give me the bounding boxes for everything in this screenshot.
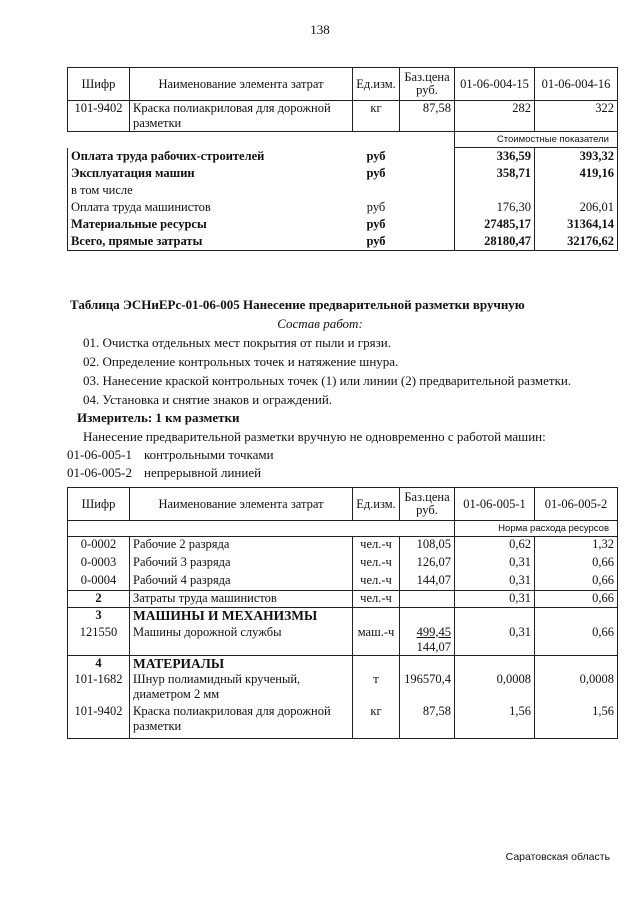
cell-code: 0-0003 — [68, 555, 130, 573]
table-row — [68, 101, 618, 132]
cell-v1: 0,31 — [455, 625, 535, 656]
cost-v2: 206,01 — [535, 199, 618, 216]
cost-v1 — [455, 182, 535, 199]
cell-price-secondary: 144,07 — [416, 639, 451, 654]
cell-v1: 0,31 — [455, 555, 535, 573]
header-name: Наименование элемента затрат — [130, 68, 353, 101]
footer-region: Саратовская область — [505, 851, 610, 863]
cell-name: Краска полиакриловая для дорожной разметки — [130, 704, 353, 738]
material-row — [68, 672, 618, 704]
header-col1: 01-06-004-15 — [455, 68, 535, 101]
cost-v1: 358,71 — [455, 165, 535, 182]
cost-v2: 31364,14 — [535, 216, 618, 233]
cost-v2: 32176,62 — [535, 233, 618, 251]
table-row — [68, 573, 618, 591]
cost-name: Оплата труда машинистов — [68, 199, 353, 216]
machine-row — [68, 625, 618, 656]
material-row — [68, 704, 618, 738]
cell-unit: чел.-ч — [353, 537, 400, 555]
section-code: 3 — [68, 608, 130, 625]
cell-v1: 0,31 — [455, 573, 535, 591]
cost-row — [68, 199, 618, 216]
cell-price: 196570,4 — [400, 672, 455, 704]
cost-table-004 — [67, 67, 618, 251]
cell-name: Рабочий 3 разряда — [130, 555, 353, 573]
subheader-label: Норма расхода ресурсов — [455, 521, 618, 537]
cost-unit: руб — [353, 233, 400, 251]
cost-row — [68, 148, 618, 166]
section-name: МАШИНЫ И МЕХАНИЗМЫ — [130, 608, 353, 625]
header-col2: 01-06-005-2 — [535, 488, 618, 521]
section-row-materials — [68, 655, 618, 672]
cell-v1: 282 — [455, 101, 535, 132]
cost-v2 — [535, 182, 618, 199]
cell-code: 101-1682 — [68, 672, 130, 704]
work-item: 02. Определение контрольных точек и натяжение шнура. — [83, 354, 399, 369]
cell-name: Краска полиакриловая для дорожной разметки — [130, 101, 353, 132]
cost-unit: руб — [366, 148, 386, 163]
cost-unit: руб — [366, 217, 386, 231]
table-row — [68, 555, 618, 573]
cell-code: 0-0002 — [68, 537, 130, 555]
cell-v2: 0,66 — [535, 625, 618, 656]
cost-v2: 393,32 — [535, 148, 618, 166]
subheader-label: Стоимостные показатели — [455, 132, 618, 148]
cell-v2: 0,66 — [535, 555, 618, 573]
cost-v1: 27485,17 — [455, 216, 535, 233]
cell-unit: чел.-ч — [353, 573, 400, 591]
cell-v2: 1,32 — [535, 537, 618, 555]
cost-v1: 176,30 — [455, 199, 535, 216]
cost-row — [68, 216, 618, 233]
cell-price: 144,07 — [400, 573, 455, 591]
variant-code: 01-06-005-1 — [67, 447, 132, 462]
cost-v2: 419,16 — [535, 165, 618, 182]
cell-price: 108,05 — [400, 537, 455, 555]
cost-name: Эксплуатация машин — [68, 165, 353, 182]
cell-unit: чел.-ч — [353, 555, 400, 573]
variant-text: непрерывной линией — [144, 465, 262, 480]
header-col1: 01-06-005-1 — [455, 488, 535, 521]
variant-text: контрольными точками — [144, 447, 274, 462]
cell-name: Затраты труда машинистов — [130, 591, 353, 608]
work-item: 04. Установка и снятие знаков и ограждений. — [83, 392, 333, 407]
description: Нанесение предварительной разметки вручную не одновременно с работой машин: — [83, 429, 546, 444]
cost-name: Оплата труда рабочих-строителей — [68, 148, 353, 166]
cell-code: 101-9402 — [68, 704, 130, 738]
cost-row — [68, 165, 618, 182]
header-name: Наименование элемента затрат — [130, 488, 353, 521]
header-price: Баз.цена руб. — [400, 488, 455, 521]
cost-v1: 336,59 — [455, 148, 535, 166]
variant-code: 01-06-005-2 — [67, 465, 132, 480]
cell-v1: 0,62 — [455, 537, 535, 555]
subheader-row — [68, 132, 618, 148]
cell-code: 121550 — [68, 625, 130, 656]
cost-name: Всего, прямые затраты — [68, 233, 353, 251]
cell-code: 0-0004 — [68, 573, 130, 591]
header-unit: Ед.изм. — [353, 68, 400, 101]
cell-unit: кг — [353, 101, 400, 132]
resource-table-005 — [67, 487, 618, 739]
cell-unit: т — [353, 672, 400, 704]
cell-v2: 0,0008 — [535, 672, 618, 704]
work-item: 03. Нанесение краской контрольных точек (1) или линии (2) предварительной разметки. — [83, 373, 572, 388]
header-code: Шифр — [68, 68, 130, 101]
cell-unit: маш.-ч — [353, 625, 400, 656]
cost-name: Материальные ресурсы — [68, 216, 353, 233]
cell-code: 2 — [68, 591, 130, 608]
cell-v1: 0,0008 — [455, 672, 535, 704]
cell-price-primary: 499,45 — [416, 624, 451, 639]
cost-unit: руб — [366, 166, 386, 180]
table-header — [68, 68, 618, 101]
cell-code: 101-9402 — [68, 101, 130, 132]
measure-unit: Измеритель: 1 км разметки — [77, 410, 240, 425]
section-code: 4 — [68, 655, 130, 672]
cell-v1: 0,31 — [455, 591, 535, 608]
cost-row — [68, 182, 618, 199]
cell-price: 87,58 — [400, 704, 455, 738]
cost-row — [68, 233, 618, 251]
cost-name: в том числе — [68, 182, 353, 199]
cost-unit: руб — [366, 200, 386, 214]
cell-v2: 0,66 — [535, 591, 618, 608]
table-header — [68, 488, 618, 521]
section-name: МАТЕРИАЛЫ — [130, 655, 353, 672]
section-title: Таблица ЭСНиЕРс-01-06-005 Нанесение предварительной разметки вручную — [70, 297, 525, 312]
cell-unit: чел.-ч — [353, 591, 400, 608]
cell-price: 126,07 — [400, 555, 455, 573]
page-number: 138 — [310, 22, 330, 37]
cell-name: Рабочие 2 разряда — [130, 537, 353, 555]
subheader-row — [68, 521, 618, 537]
cell-v2: 0,66 — [535, 573, 618, 591]
cell-price: 87,58 — [400, 101, 455, 132]
cell-unit: кг — [353, 704, 400, 738]
work-item: 01. Очистка отдельных мест покрытия от пыли и грязи. — [83, 335, 391, 350]
cell-v2: 1,56 — [535, 704, 618, 738]
cost-v1: 28180,47 — [455, 233, 535, 251]
cell-name: Машины дорожной службы — [130, 625, 353, 656]
cell-name: Шнур полиамидный крученый, диаметром 2 мм — [130, 672, 353, 704]
work-heading: Состав работ: — [277, 316, 363, 331]
labor-total-row — [68, 591, 618, 608]
header-price: Баз.цена руб. — [400, 68, 455, 101]
section-row-machines — [68, 608, 618, 625]
table-row — [68, 537, 618, 555]
cell-name: Рабочий 4 разряда — [130, 573, 353, 591]
header-col2: 01-06-004-16 — [535, 68, 618, 101]
cost-unit — [353, 182, 400, 199]
header-unit: Ед.изм. — [353, 488, 400, 521]
header-code: Шифр — [68, 488, 130, 521]
cell-v2: 322 — [535, 101, 618, 132]
cell-v1: 1,56 — [455, 704, 535, 738]
